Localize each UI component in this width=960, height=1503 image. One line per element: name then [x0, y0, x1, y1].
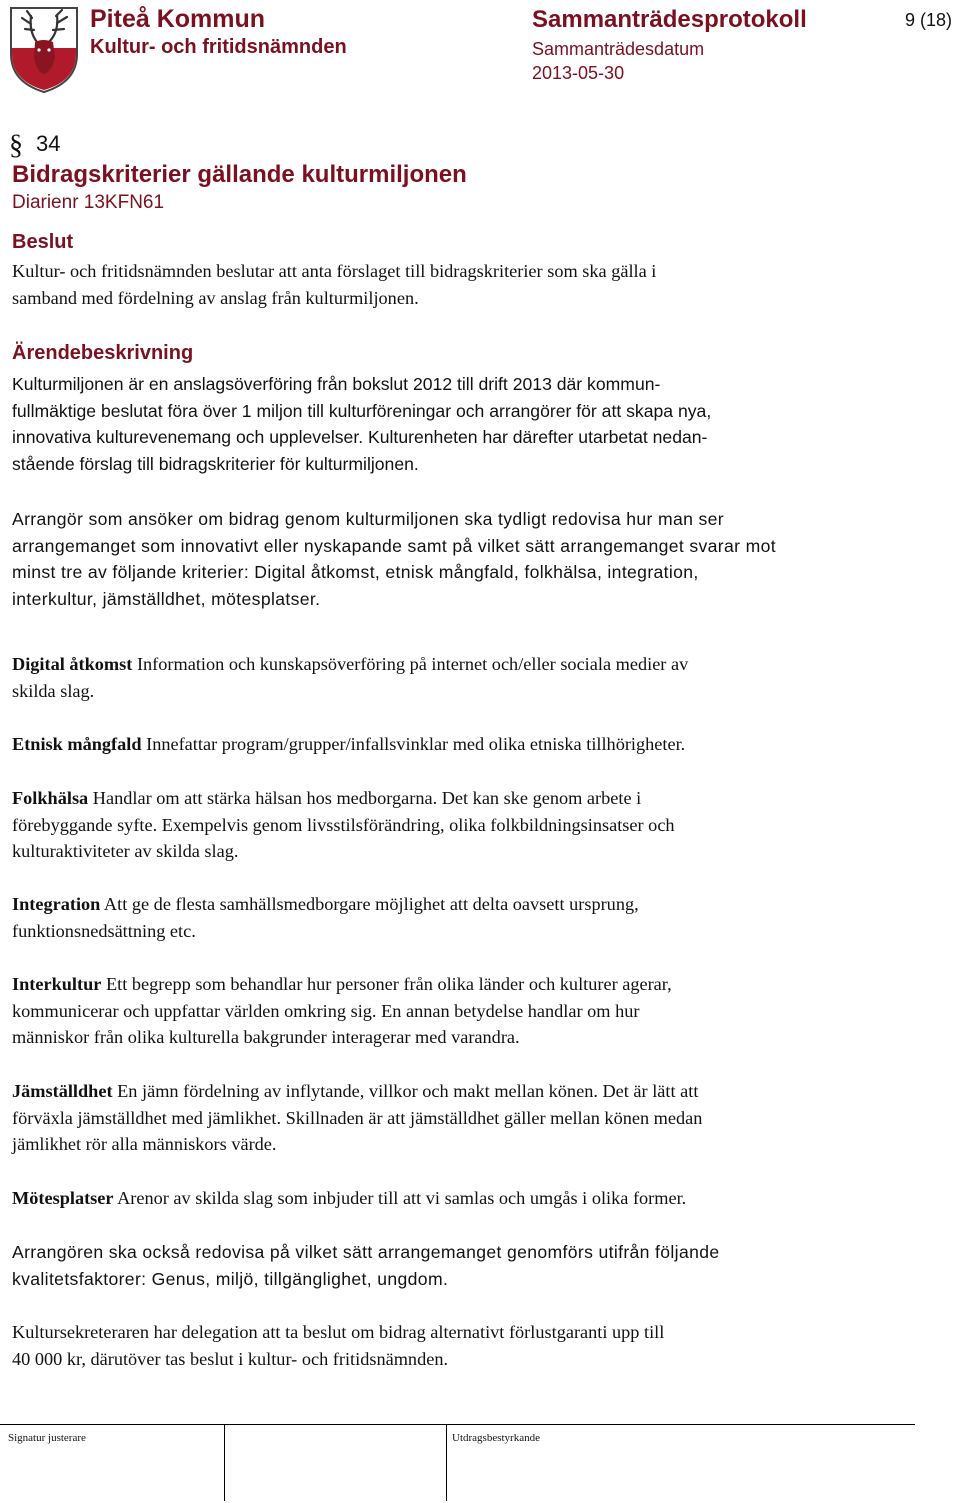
criterion-description: En jämn fördelning av inflytande, villkor och makt mellan könen. Det är lätt att [117, 1081, 699, 1101]
text-line: kvalitetsfaktorer: Genus, miljö, tillgänglighet, ungdom. [12, 1268, 449, 1289]
reindeer-coat-of-arms-icon [7, 2, 81, 94]
kvalitet-text [12, 1239, 952, 1292]
text-line: skilda slag. [12, 680, 95, 701]
text-line: fullmäktige beslutat föra över 1 miljon till kulturföreningar och arrangörer för att skapa nya, [12, 400, 712, 421]
criterion-term: Digital åtkomst [12, 654, 133, 674]
signature-footer [0, 1424, 915, 1501]
text-line: Arrangören ska också redovisa på vilket sätt arrangemanget genomförs utifrån följande [12, 1242, 720, 1262]
text-line: förebyggande syfte. Exempelvis genom livsstilsförändring, olika folkbildningsinsatser och [12, 814, 675, 835]
text-line: stående förslag till bidragskriterier för kulturmiljonen. [12, 453, 419, 474]
utdragsbestyrkande-label: Utdragsbestyrkande [452, 1432, 540, 1444]
text-line: 40 000 kr, därutöver tas beslut i kultur- och fritidsnämnden. [12, 1348, 449, 1369]
diary-number: Diarienr 13KFN61 [12, 192, 165, 213]
delegation-text [12, 1319, 952, 1372]
committee-name: Kultur- och fritidsnämnden [90, 36, 347, 58]
criterion-description: Innefattar program/grupper/infallsvinklar med olika etniska tillhörigheter. [146, 734, 686, 754]
meeting-date-value: 2013-05-30 [532, 63, 625, 83]
criterion-etnisk [12, 731, 952, 758]
text-line: innovativa kulturevenemang och upplevelser. Kulturenheten har därefter utarbetat nedan- [12, 427, 708, 447]
criterion-term: Mötesplatser [12, 1188, 114, 1208]
text-line: människor från olika kulturella bakgrunder interagerar med varandra. [12, 1027, 520, 1047]
criterion-term: Integration [12, 894, 101, 914]
criterion-interkultur [12, 971, 952, 1051]
page-number: 9 (18) [904, 10, 952, 30]
criterion-description: Arenor av skilda slag som inbjuder till att vi samlas och umgås i olika former. [117, 1188, 687, 1208]
footer-divider [446, 1425, 447, 1501]
criterion-motesplatser [12, 1185, 952, 1212]
arende-heading: Ärendebeskrivning [12, 342, 194, 364]
document-type: Sammanträdesprotokoll [532, 6, 807, 33]
arrangor-text [12, 506, 952, 612]
text-line: kommunicerar och uppfattar världen omkring sig. En annan betydelse handlar om hur [12, 1000, 640, 1021]
paragraph-sign: § [9, 130, 23, 161]
text-line: Arrangör som ansöker om bidrag genom kulturmiljonen ska tydligt redovisa hur man ser [12, 509, 724, 529]
organization-name: Piteå Kommun [90, 5, 266, 33]
criterion-description: Information och kunskapsöverföring på internet och/eller sociala medier av [136, 654, 689, 674]
text-line: minst tre av följande kriterier: Digital åtkomst, etnisk mångfald, folkhälsa, integration, [12, 562, 699, 582]
text-line: samband med fördelning av anslag från kulturmiljonen. [12, 287, 419, 308]
criterion-folkhalsa [12, 785, 952, 865]
text-line: förväxla jämställdhet med jämlikhet. Skillnaden är att jämställdhet gäller mellan könen medan [12, 1107, 703, 1128]
text-line: kulturaktiviteter av skilda slag. [12, 841, 239, 861]
beslut-heading: Beslut [12, 231, 74, 253]
signatur-justerare-label: Signatur justerare [8, 1432, 86, 1444]
criterion-term: Etnisk mångfald [12, 734, 142, 754]
criterion-integration [12, 891, 952, 944]
criterion-term: Folkhälsa [12, 788, 89, 808]
criterion-description: Ett begrepp som behandlar hur personer från olika länder och kulturer agerar, [105, 974, 672, 994]
section-number: 34 [36, 131, 61, 156]
criterion-jamstalldhet [12, 1078, 952, 1158]
beslut-text [12, 258, 952, 311]
text-line: Kultursekreteraren har delegation att ta beslut om bidrag alternativt förlustgaranti upp till [12, 1322, 665, 1342]
text-line: Kultur- och fritidsnämnden beslutar att anta förslaget till bidragskriterier som ska gälla i [12, 261, 657, 281]
municipal-logo [7, 2, 81, 94]
text-line: jämlikhet rör alla människors värde. [12, 1134, 277, 1154]
footer-divider [224, 1425, 225, 1501]
criterion-digital [12, 651, 952, 704]
criterion-description: Att ge de flesta samhällsmedborgare möjlighet att delta oavsett ursprung, [103, 894, 639, 914]
criterion-description: Handlar om att stärka hälsan hos medborgarna. Det kan ske genom arbete i [92, 788, 642, 808]
text-line: interkultur, jämställdhet, mötesplatser. [12, 588, 321, 609]
section-title: Bidragskriterier gällande kulturmiljonen [12, 161, 467, 188]
text-line: funktionsnedsättning etc. [12, 920, 196, 941]
criterion-term: Interkultur [12, 974, 102, 994]
text-line: Kulturmiljonen är en anslagsöverföring från bokslut 2012 till drift 2013 där kommun- [12, 374, 661, 394]
text-line: arrangemanget som innovativt eller nyskapande samt på vilket sätt arrangemanget svarar mot [12, 535, 776, 556]
criterion-term: Jämställdhet [12, 1081, 113, 1101]
meeting-date-label: Sammanträdesdatum [532, 39, 705, 59]
arende-text [12, 371, 952, 477]
